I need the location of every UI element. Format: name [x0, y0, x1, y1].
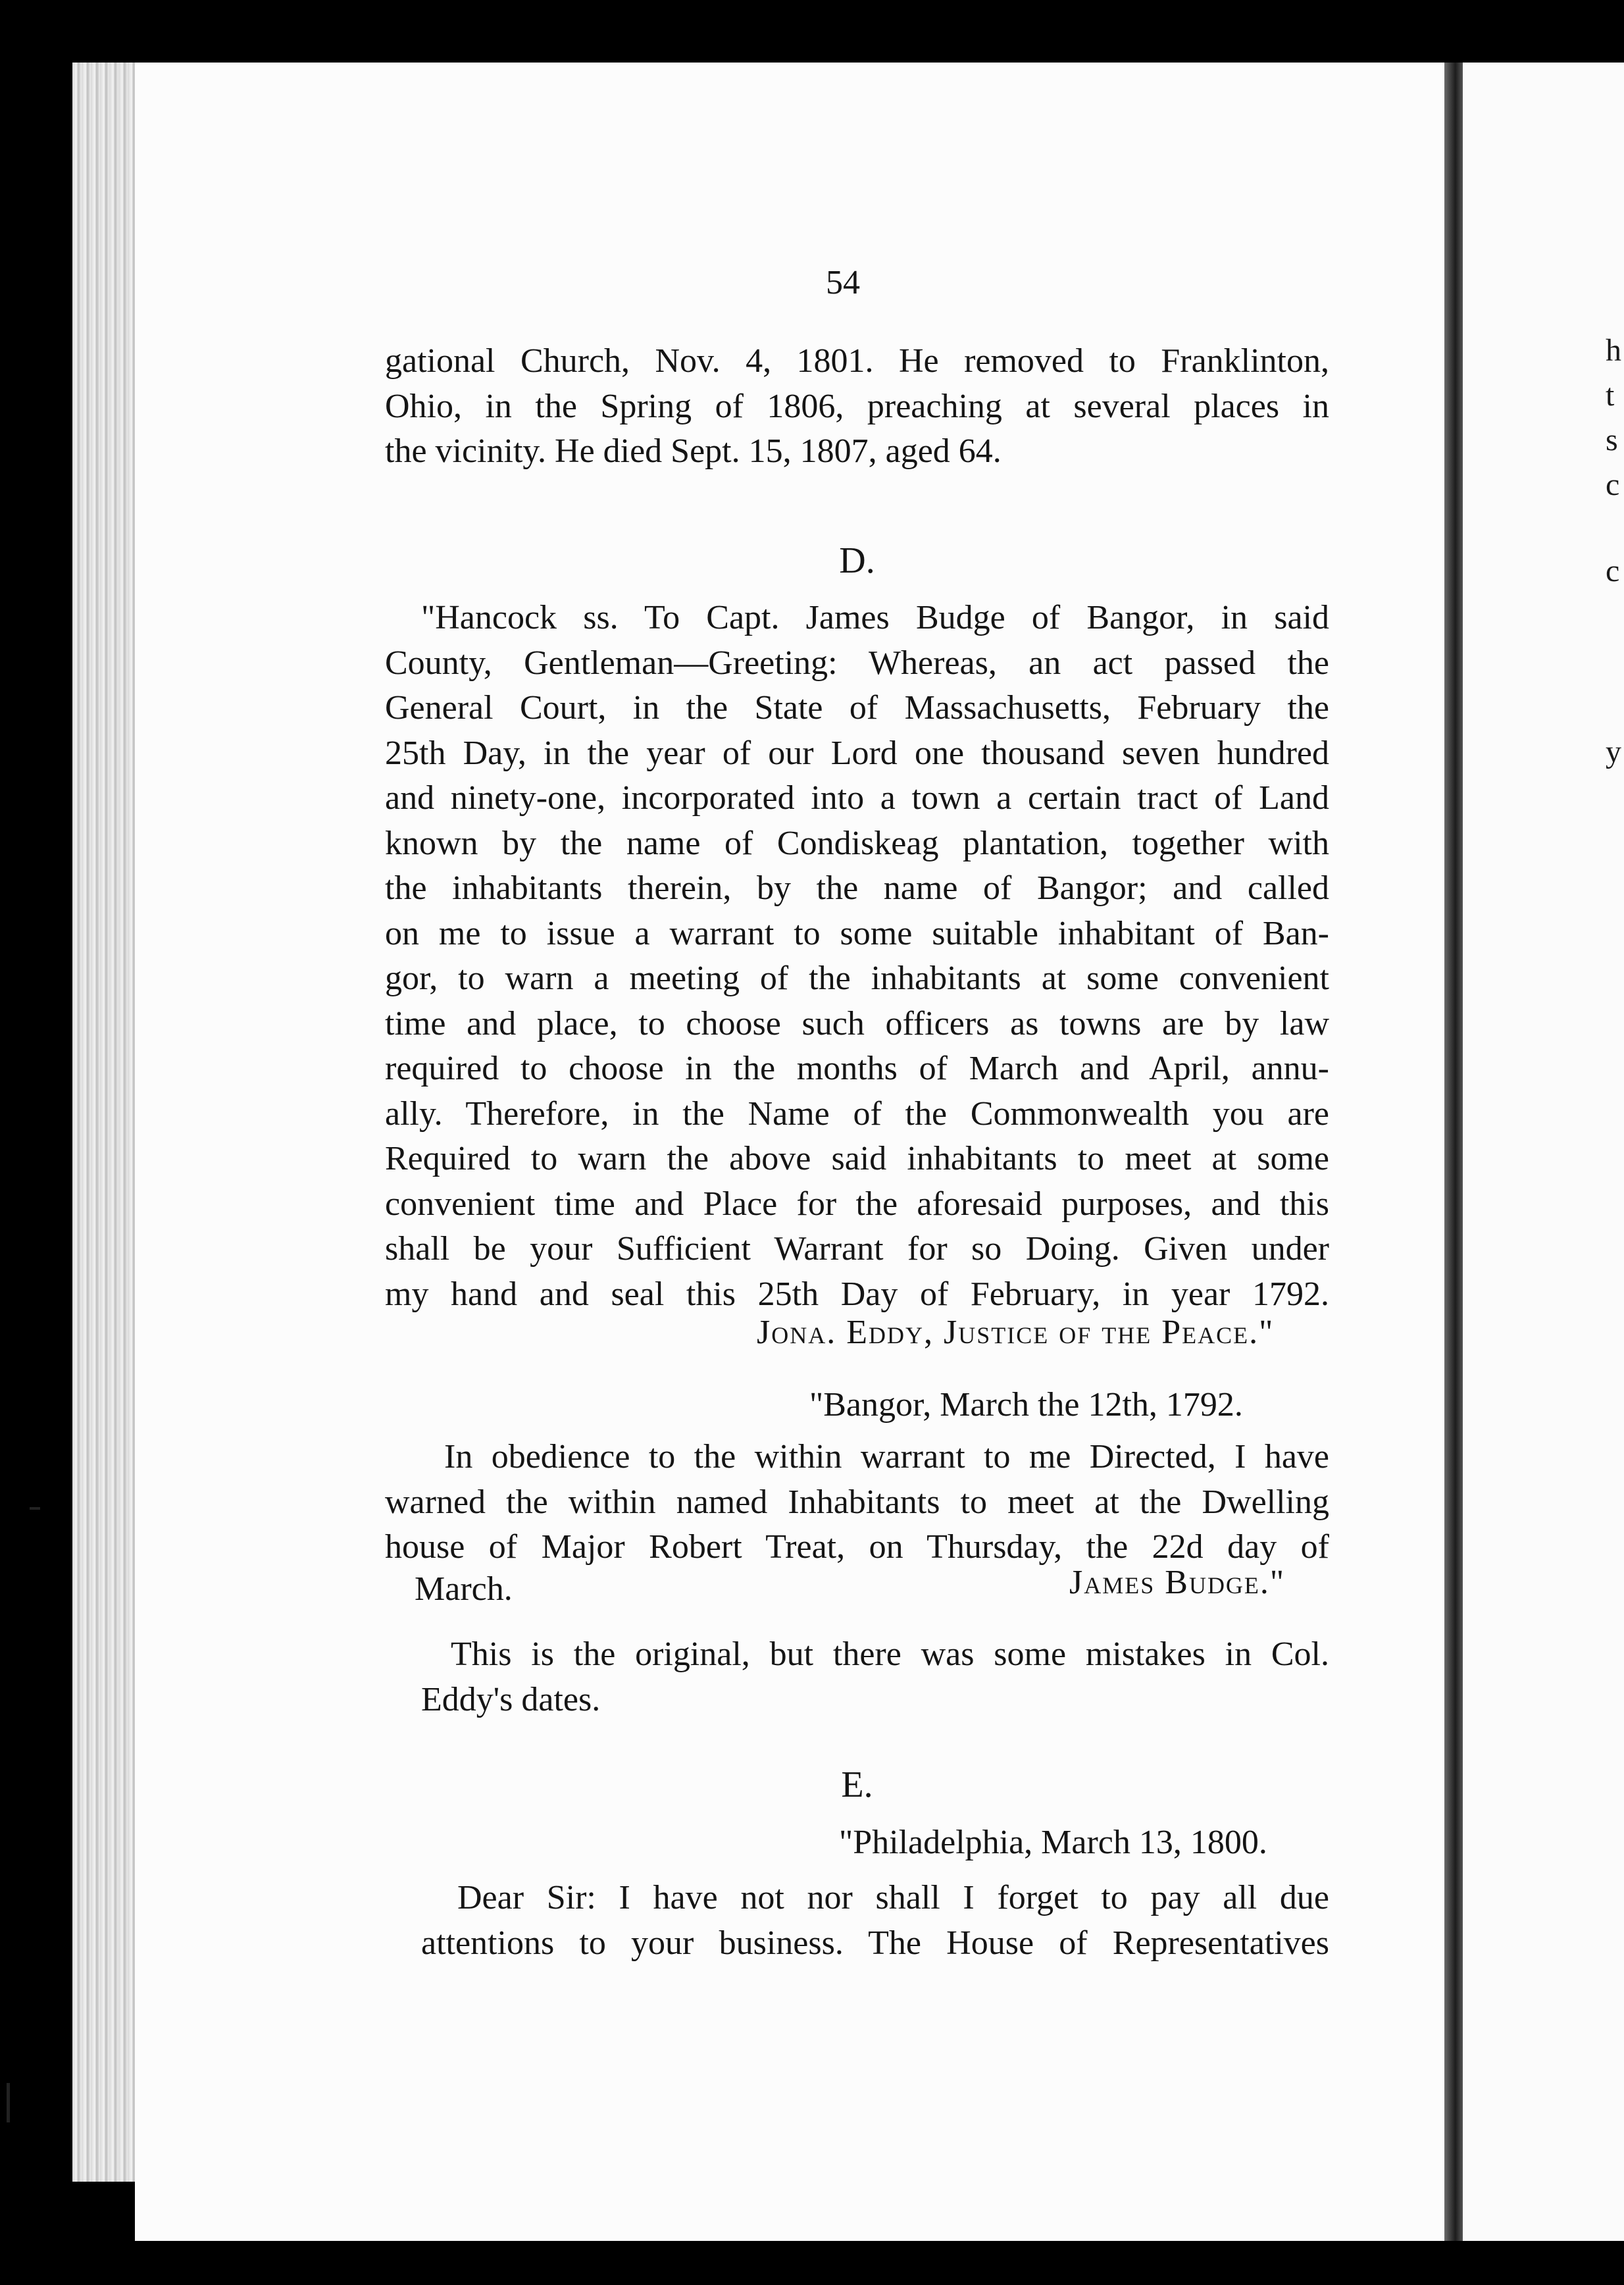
text-line: the inhabitants therein, by the name of Bangor; and called: [385, 869, 1329, 907]
intro-paragraph: [385, 339, 1329, 475]
return-last-line: March.: [415, 1570, 513, 1608]
text-line: house of Major Robert Treat, on Thursday, the 22d day of: [385, 1528, 1329, 1566]
edge-letter: h: [1606, 333, 1621, 368]
return-paragraph: [385, 1435, 1329, 1570]
letter-dateline: "Philadelphia, March 13, 1800.: [839, 1824, 1267, 1861]
text-line: on me to issue a warrant to some suitable inhabitant of Ban-: [385, 914, 1329, 952]
edge-letter: c: [1606, 467, 1620, 502]
warrant-signature: Jona. Eddy, Justice of the Peace.": [757, 1314, 1275, 1351]
text-line: gational Church, Nov. 4, 1801. He removed to Franklinton,: [385, 342, 1329, 380]
text-line: 25th Day, in the year of our Lord one thousand seven hundred: [385, 734, 1329, 772]
text-line: warned the within named Inhabitants to meet at the Dwelling: [385, 1483, 1329, 1521]
page-stack-edge: [72, 63, 145, 2182]
edge-letter: t: [1606, 378, 1615, 413]
scan-mark: [30, 1507, 40, 1510]
section-heading-e: E.: [841, 1764, 873, 1805]
letter-paragraph: [385, 1876, 1329, 1966]
text-line: required to choose in the months of March and April, annu-: [385, 1050, 1329, 1087]
text-line: gor, to warn a meeting of the inhabitants at some convenient: [385, 960, 1329, 997]
text-line: Eddy's dates.: [421, 1680, 601, 1718]
text-line: "Hancock ss. To Capt. James Budge of Bangor, in said: [421, 599, 1329, 636]
text-line: known by the name of Condiskeag plantation, together with: [385, 824, 1329, 862]
return-signature: James Budge.": [1069, 1564, 1286, 1601]
book-gutter: [1444, 63, 1463, 2241]
return-dateline: "Bangor, March the 12th, 1792.: [809, 1386, 1243, 1424]
text-line: attentions to your business. The House of Representatives: [421, 1924, 1329, 1962]
text-line: convenient time and Place for the aforesaid purposes, and this: [385, 1185, 1329, 1223]
text-line: time and place, to choose such officers as towns are by law: [385, 1004, 1329, 1042]
text-line: and ninety-one, incorporated into a town a certain tract of Land: [385, 779, 1329, 817]
warrant-paragraph: [385, 596, 1329, 1317]
edge-letter: s: [1606, 423, 1618, 457]
text-line: This is the original, but there was some mistakes in Col.: [451, 1635, 1329, 1673]
text-line: ally. Therefore, in the Name of the Commonwealth you are: [385, 1094, 1329, 1133]
edge-letter: c: [1606, 553, 1620, 588]
scan-mark: [7, 2083, 10, 2122]
text-line: my hand and seal this 25th Day of February, in year 1792.: [385, 1275, 1329, 1313]
text-line: Required to warn the above said inhabitants to meet at some: [385, 1140, 1329, 1177]
text-line: the vicinity. He died Sept. 15, 1807, aged 64.: [385, 432, 1002, 470]
text-line: shall be your Sufficient Warrant for so Doing. Given under: [385, 1230, 1329, 1268]
text-line: General Court, in the State of Massachusetts, February the: [385, 689, 1329, 727]
text-line: In obedience to the within warrant to me Directed, I have: [444, 1438, 1329, 1476]
text-line: County, Gentleman—Greeting: Whereas, an act passed the: [385, 644, 1329, 682]
text-line: Dear Sir: I have not nor shall I forget to pay all due: [457, 1879, 1329, 1916]
note-paragraph: [385, 1632, 1329, 1722]
edge-letter: y: [1606, 734, 1621, 769]
next-page-edge: [1463, 63, 1624, 2241]
section-heading-d: D.: [839, 540, 875, 581]
page-number: 54: [826, 264, 860, 301]
text-line: Ohio, in the Spring of 1806, preaching at several places in: [385, 387, 1329, 425]
